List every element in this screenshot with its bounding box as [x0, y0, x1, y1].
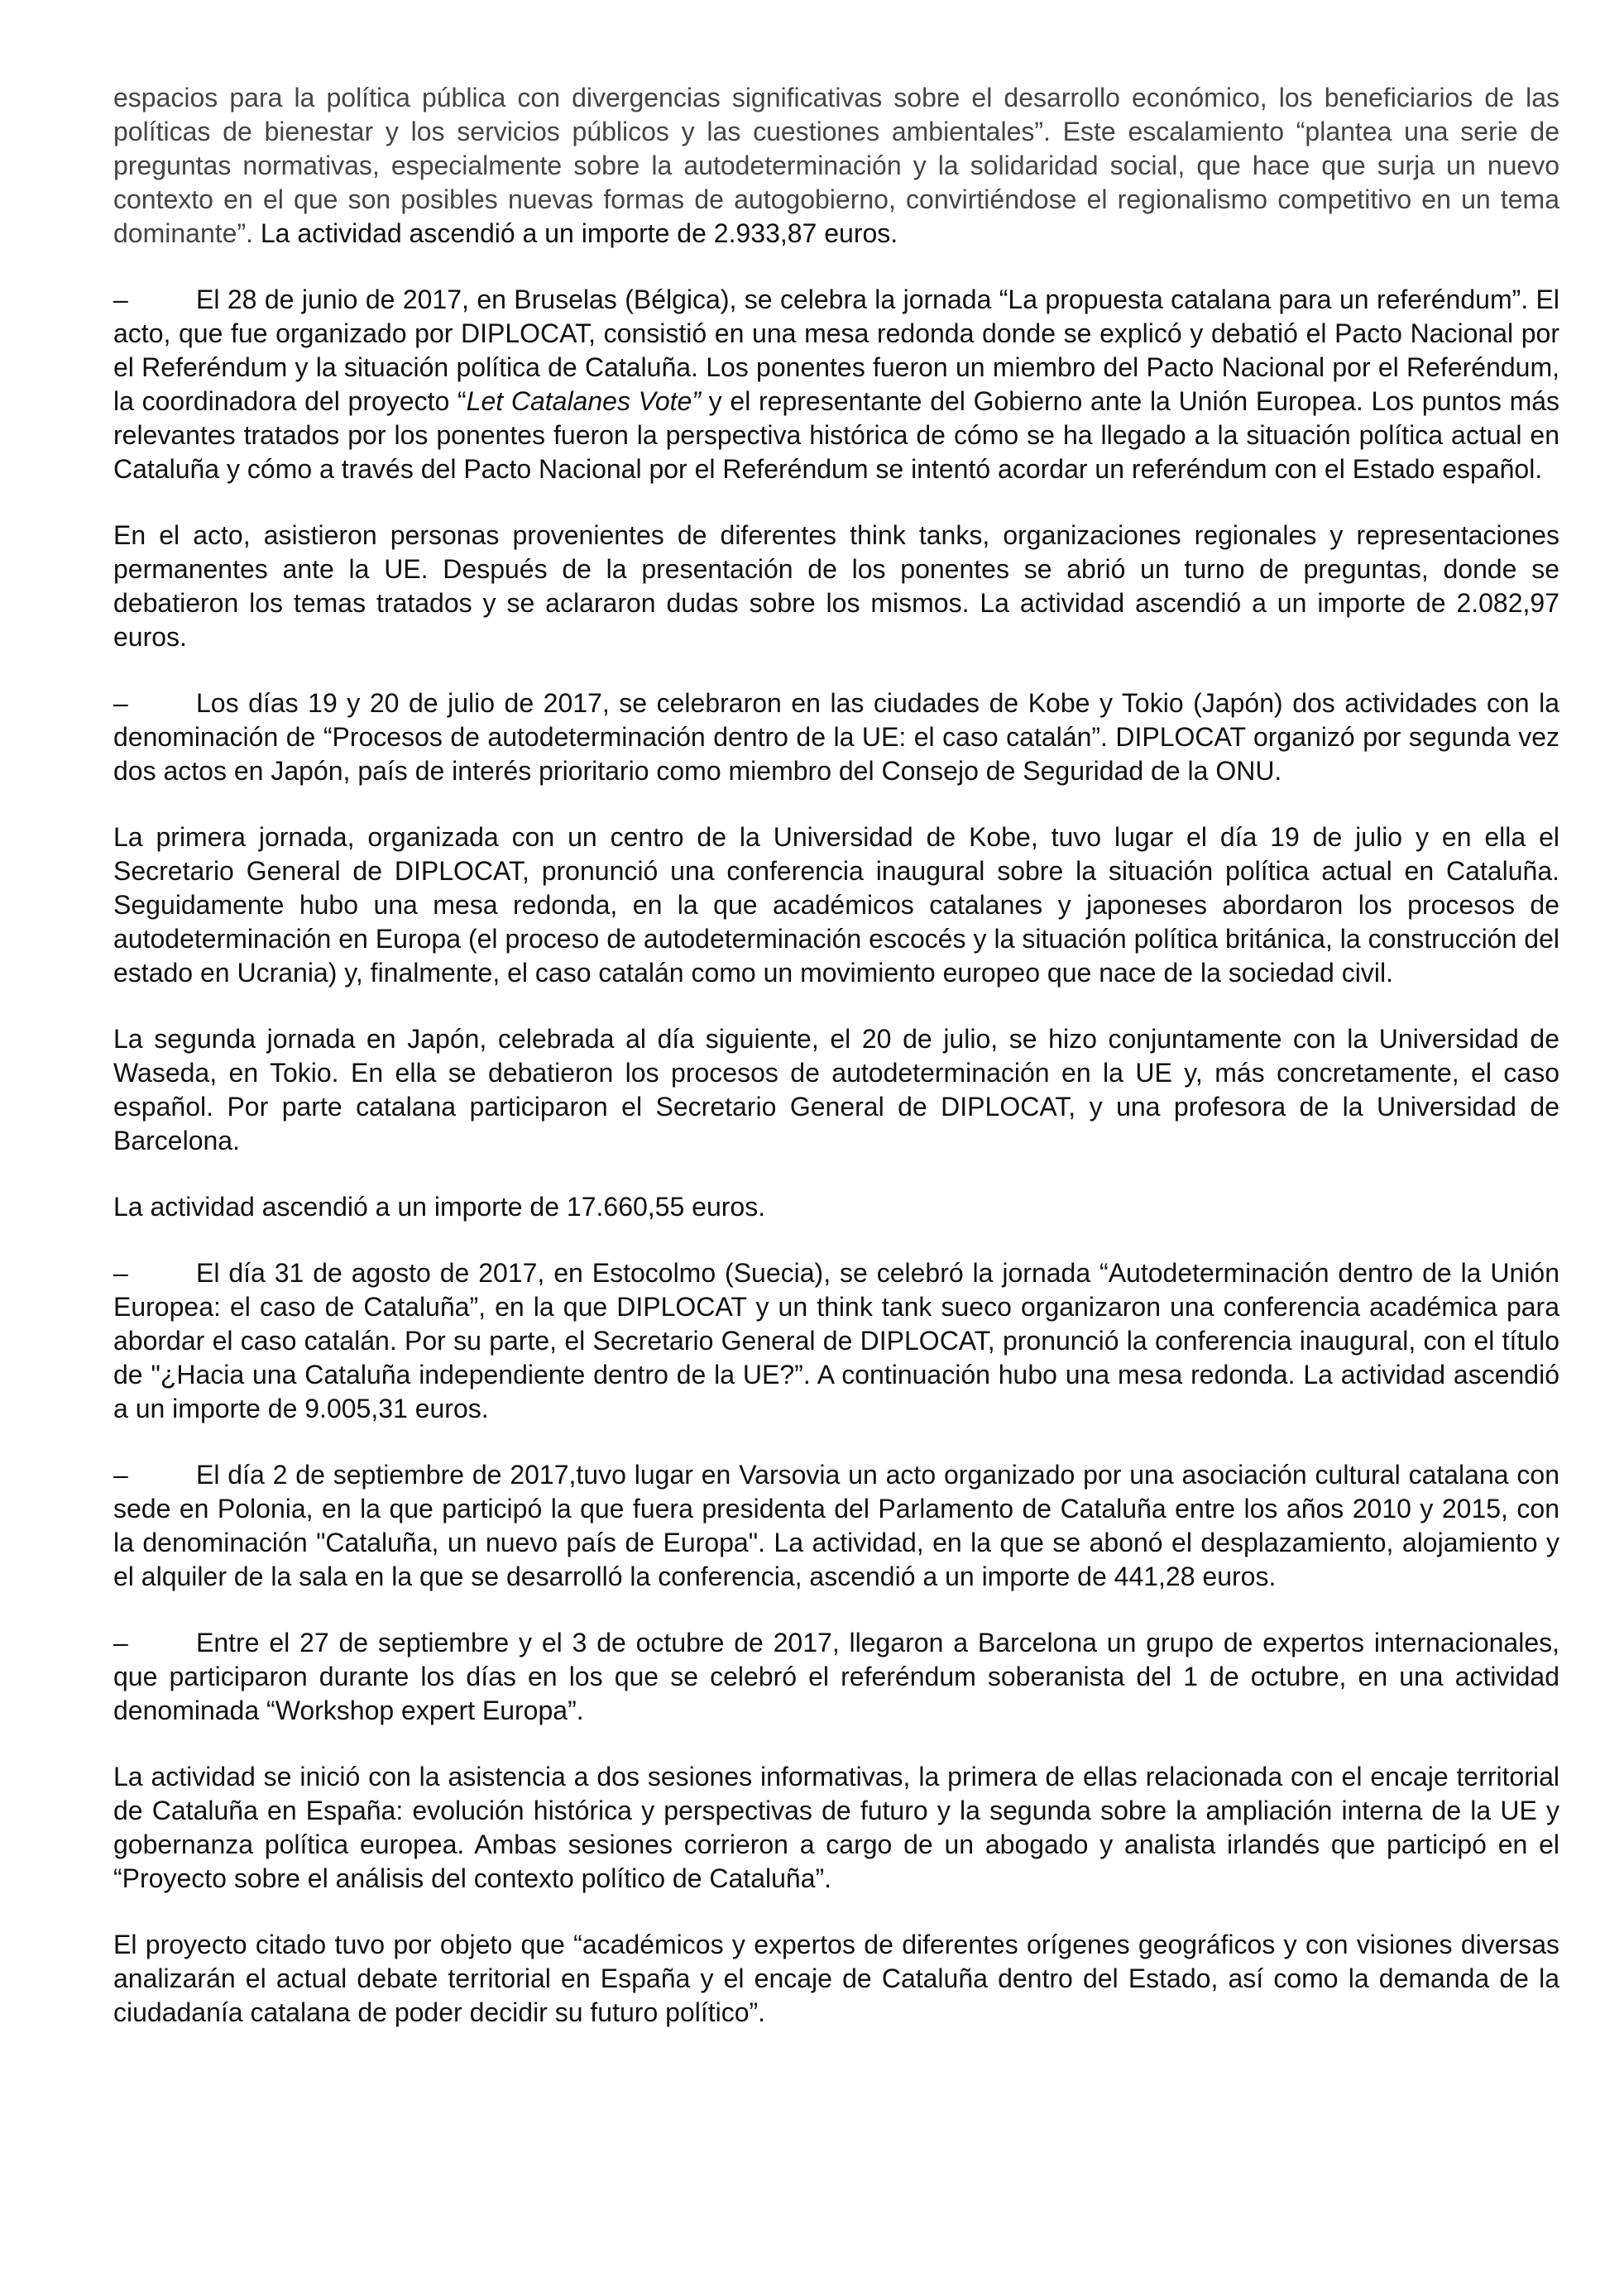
- text: y el representante del Gobierno ante la Unión Europea. Los puntos más relevantes tratados por los ponentes fueron la perspectiva histórica de cómo se ha llegado a la situación política actual en Cataluña y cómo a través del Pacto Nacional por el Referéndum se intentó acordar un referéndum con el Estado español.: [113, 386, 1560, 484]
- text: El 28 de junio de 2017, en Bruselas (Bélgica), se celebra la jornada “La propuesta catalana para un referéndum”. El acto, que fue organizado por DIPLOCAT, consistió en una mesa redonda donde se explicó y debatió el Pacto Nacional por el Referéndum y la situación política de Cataluña. Los ponentes fueron un miembro del Pacto Nacional por el Referéndum, la coordinadora del proyecto “: [113, 285, 1559, 416]
- text: El día 2 de septiembre de 2017,tuvo lugar en Varsovia un acto organizado por una asociación cultural catalana con sede en Polonia, en la que participó la que fuera presidenta del Parlamento de Cataluña entre los años 2010 y 2015, con la denominación "Cataluña, un nuevo país de Europa". La actividad, en la que se abonó el desplazamiento, alojamiento y el alquiler de la sala en la que se desarrolló la conferencia, ascendió a un importe de 441,28 euros.: [113, 1460, 1559, 1591]
- paragraph-warsaw: [113, 1458, 1559, 1594]
- paragraph-regionalism: [113, 81, 1559, 251]
- paragraph-brussels-attendees: En el acto, asistieron personas provenientes de diferentes think tanks, organizaciones regionales y representaciones permanentes ante la UE. Después de la presentación de los ponentes se abrió un turno de preguntas, donde se debatieron los temas tratados y se aclararon dudas sobre los mismos. La actividad ascendió a un importe de 2.082,97 euros.: [113, 520, 1559, 652]
- dash-bullet: –: [113, 688, 128, 718]
- amount-text: La actividad ascendió a un importe de 2.933,87 euros.: [252, 218, 898, 248]
- text: El día 31 de agosto de 2017, en Estocolmo (Suecia), se celebró la jornada “Autodeterminación dentro de la Unión Europea: el caso de Cataluña”, en la que DIPLOCAT y un think tank sueco organizaron una conferencia académica para abordar el caso catalán. Por su parte, el Secretario General de DIPLOCAT, pronunció la conferencia inaugural, con el título de "¿Hacia una Cataluña independiente dentro de la UE?”. A continuación hubo una mesa redonda. La actividad ascendió a un importe de 9.005,31 euros.: [113, 1258, 1559, 1423]
- paragraph-tokyo: La segunda jornada en Japón, celebrada al día siguiente, el 20 de julio, se hizo conjuntamente con la Universidad de Waseda, en Tokio. En ella se debatieron los procesos de autodeterminación en la UE y, más concretamente, el caso español. Por parte catalana participaron el Secretario General de DIPLOCAT, y una profesora de la Universidad de Barcelona.: [113, 1024, 1559, 1155]
- paragraph-barcelona-workshop: [113, 1626, 1559, 1728]
- paragraph-brussels: [113, 283, 1559, 486]
- paragraph-stockholm: [113, 1256, 1559, 1426]
- dash-bullet: –: [113, 1628, 128, 1657]
- dash-bullet: –: [113, 1460, 128, 1490]
- dash-bullet: –: [113, 1258, 128, 1288]
- paragraph-kobe: La primera jornada, organizada con un centro de la Universidad de Kobe, tuvo lugar el día 19 de julio y en ella el Secretario General de DIPLOCAT, pronunció una conferencia inaugural sobre la situación política actual en Cataluña. Seguidamente hubo una mesa redonda, en la que académicos catalanes y japoneses abordaron los procesos de autodeterminación en Europa (el proceso de autodeterminación escocés y la situación política británica, la construcción del estado en Ucrania) y, finalmente, el caso catalán como un movimiento europeo que nace de la sociedad civil.: [113, 822, 1559, 988]
- dash-bullet: –: [113, 285, 128, 314]
- text: Los días 19 y 20 de julio de 2017, se celebraron en las ciudades de Kobe y Tokio (Japón) dos actividades con la denominación de “Procesos de autodeterminación dentro de la UE: el caso catalán”. DIPLOCAT organizó por segunda vez dos actos en Japón, país de interés prioritario como miembro del Consejo de Seguridad de la ONU.: [113, 688, 1559, 786]
- quote-text: espacios para la política pública con divergencias significativas sobre el desarrollo económico, los beneficiarios de las políticas de bienestar y los servicios públicos y las cuestiones ambientales”. Este escalamiento “plantea una serie de preguntas normativas, especialmente sobre la autodeterminación y la solidaridad social, que hace que surja un nuevo contexto en el que son posibles nuevas formas de autogobierno, convirtiéndose el regionalismo competitivo en un tema dominante”.: [113, 83, 1559, 248]
- text: Entre el 27 de septiembre y el 3 de octubre de 2017, llegaron a Barcelona un grupo de expertos internacionales, que participaron durante los días en los que se celebró el referéndum soberanista del 1 de octubre, en una actividad denominada “Workshop expert Europa”.: [113, 1628, 1559, 1725]
- italic-project-name: Let Catalanes Vote”: [466, 386, 701, 416]
- paragraph-project: El proyecto citado tuvo por objeto que “académicos y expertos de diferentes orígenes geográficos y con visiones diversas analizarán el actual debate territorial en España y el encaje de Cataluña dentro del Estado, así como la demanda de la ciudadanía catalana de poder decidir su futuro político”.: [113, 1930, 1559, 2027]
- paragraph-japan-amount: La actividad ascendió a un importe de 17.660,55 euros.: [113, 1192, 766, 1222]
- paragraph-japan: [113, 686, 1559, 788]
- paragraph-sessions: La actividad se inició con la asistencia a dos sesiones informativas, la primera de ellas relacionada con el encaje territorial de Cataluña en España: evolución histórica y perspectivas de futuro y la segunda sobre la ampliación interna de la UE y gobernanza política europea. Ambas sesiones corrieron a cargo de un abogado y analista irlandés que participó en el “Proyecto sobre el análisis del contexto político de Cataluña”.: [113, 1762, 1559, 1893]
- document-page: [113, 81, 1559, 2062]
